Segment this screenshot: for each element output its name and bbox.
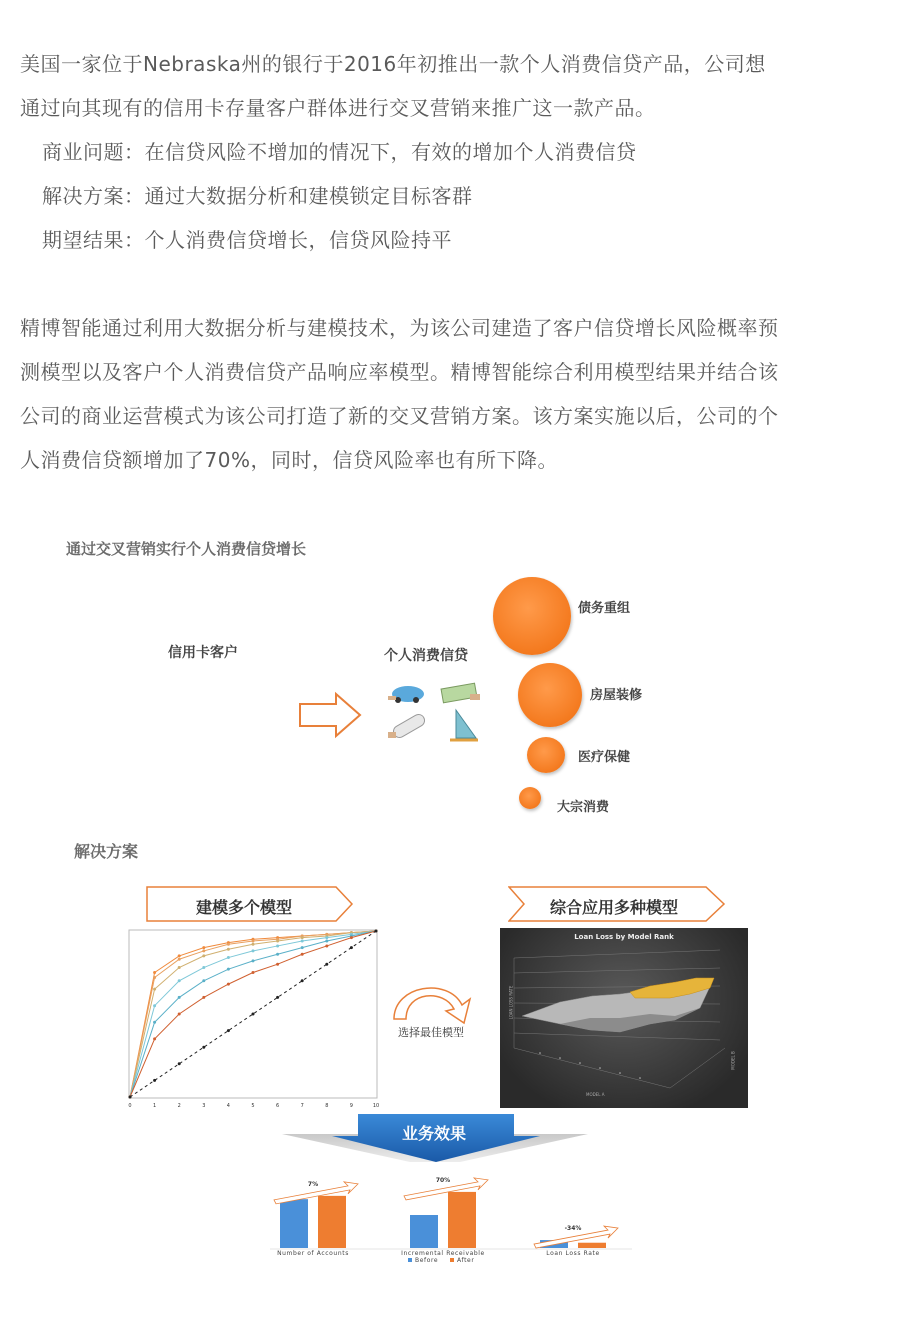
surface-chart-title: Loan Loss by Model Rank xyxy=(574,933,674,941)
model-lift-chart xyxy=(122,926,384,1112)
bubble-debt-restructuring xyxy=(493,577,571,655)
model-point xyxy=(276,944,279,947)
bar-before xyxy=(280,1199,308,1248)
bubble-label-medical: 医疗保健 xyxy=(578,750,631,765)
model-point xyxy=(276,963,279,966)
intro-paragraph xyxy=(20,42,900,262)
model-point xyxy=(350,946,353,949)
credit-card-customer-label: 信用卡客户 xyxy=(168,645,238,661)
model-point xyxy=(301,946,304,949)
figure1-title: 通过交叉营销实行个人消费信贷增长 xyxy=(66,540,307,558)
category-label: Number of Accounts xyxy=(277,1250,349,1257)
model-point xyxy=(252,971,255,974)
model-point xyxy=(227,948,230,951)
model-point xyxy=(301,953,304,956)
change-label: -34% xyxy=(564,1225,582,1233)
model-point xyxy=(178,958,181,961)
bar-after xyxy=(318,1196,346,1248)
x-tick-label: 1 xyxy=(153,1103,157,1109)
model-point xyxy=(178,1013,181,1016)
surface-x-axis-label: MODEL A xyxy=(586,1092,605,1097)
loan-loss-surface-chart xyxy=(500,928,748,1108)
x-tick-label: 4 xyxy=(226,1103,230,1109)
model-point xyxy=(202,979,205,982)
change-label: 7% xyxy=(307,1180,319,1188)
model-point xyxy=(178,1062,181,1065)
summary-paragraph xyxy=(20,306,900,482)
legend-label-after: After xyxy=(457,1257,475,1264)
legend-swatch-before xyxy=(408,1258,412,1262)
model-point xyxy=(301,939,304,942)
model-point xyxy=(276,996,279,999)
model-point xyxy=(178,954,181,957)
bubble-label-home: 房屋装修 xyxy=(590,688,643,703)
summary-line-1: 精博智能通过利用大数据分析与建模技术，为该公司建造了客户信贷增长风险概率预 xyxy=(20,316,779,340)
x-tick-label: 0 xyxy=(128,1103,132,1109)
model-point xyxy=(202,966,205,969)
summary-line-3: 公司的商业运营模式为该公司打造了新的交叉营销方案。该方案实施以后，公司的个 xyxy=(20,404,779,428)
x-tick-label: 7 xyxy=(300,1103,304,1109)
model-point xyxy=(153,971,156,974)
model-point xyxy=(325,944,328,947)
model-point xyxy=(202,946,205,949)
model-point xyxy=(153,1037,156,1040)
legend-label-before: Before xyxy=(415,1257,439,1264)
business-effect-label: 业务效果 xyxy=(402,1124,467,1143)
banner-combine-models-label: 综合应用多种模型 xyxy=(550,898,679,917)
diploma-icon xyxy=(388,712,427,739)
model-point xyxy=(227,943,230,946)
bar-after xyxy=(448,1192,476,1248)
surface-z-axis-label: MODEL B xyxy=(730,1051,736,1070)
model-point xyxy=(252,939,255,942)
bubble-label-large: 大宗消费 xyxy=(557,800,610,815)
bar-before xyxy=(410,1215,438,1248)
model-point xyxy=(350,936,353,939)
model-point xyxy=(325,939,328,942)
model-point xyxy=(202,996,205,999)
intro-business-problem: 商业问题：在信贷风险不增加的情况下，有效的增加个人消费信贷 xyxy=(42,140,637,164)
bubble-home-renovation xyxy=(518,663,582,727)
model-point xyxy=(129,1096,132,1099)
model-point xyxy=(375,930,378,933)
model-point xyxy=(178,966,181,969)
model-point xyxy=(276,939,279,942)
model-point xyxy=(252,959,255,962)
bubble-large-purchase xyxy=(519,787,541,809)
model-point xyxy=(325,936,328,939)
category-label: Loan Loss Rate xyxy=(546,1250,600,1257)
x-tick-label: 5 xyxy=(251,1103,255,1109)
x-tick-label: 2 xyxy=(177,1103,181,1109)
consumer-credit-label: 个人消费信贷 xyxy=(384,648,468,664)
bubble-label-debt: 债务重组 xyxy=(578,601,631,616)
model-point xyxy=(227,983,230,986)
change-label: 70% xyxy=(435,1176,451,1184)
banner-build-models-label: 建模多个模型 xyxy=(196,898,293,917)
model-point xyxy=(276,953,279,956)
business-effect-bar-chart xyxy=(252,1166,642,1266)
intro-line-1: 美国一家位于Nebraska州的银行于2016年初推出一款个人消费信贷产品，公司想 xyxy=(20,52,766,76)
curved-arrow-icon xyxy=(388,975,478,1025)
intro-line-2: 通过向其现有的信用卡存量客户群体进行交叉营销来推广这一款产品。 xyxy=(20,96,656,120)
model-point xyxy=(227,968,230,971)
model-point xyxy=(202,954,205,957)
model-point xyxy=(252,949,255,952)
summary-line-4: 人消费信贷额增加了70%，同时，信贷风险率也有所下降。 xyxy=(20,448,558,472)
category-label: Incremental Receivable xyxy=(401,1250,485,1257)
model-point xyxy=(202,949,205,952)
figure2-title: 解决方案 xyxy=(74,842,139,861)
product-icons-group xyxy=(386,680,486,746)
summary-line-2: 测模型以及客户个人消费信贷产品响应率模型。精博智能综合利用模型结果并结合该 xyxy=(20,360,779,384)
bubble-medical xyxy=(527,737,565,773)
model-point xyxy=(227,1029,230,1032)
x-tick-label: 10 xyxy=(372,1103,380,1109)
surface-plot xyxy=(500,928,748,1108)
model-point xyxy=(178,979,181,982)
right-arrow-icon xyxy=(296,690,366,740)
intro-expected-result: 期望结果：个人消费信贷增长，信贷风险持平 xyxy=(42,228,452,252)
model-point xyxy=(153,988,156,991)
model-point xyxy=(202,1046,205,1049)
model-point xyxy=(153,1079,156,1082)
select-best-model-label: 选择最佳模型 xyxy=(398,1026,464,1039)
model-point xyxy=(252,1013,255,1016)
sailboat-icon xyxy=(450,710,478,740)
legend-swatch-after xyxy=(450,1258,454,1262)
intro-solution: 解决方案：通过大数据分析和建模锁定目标客群 xyxy=(42,184,473,208)
money-icon xyxy=(441,683,480,703)
model-point xyxy=(227,956,230,959)
x-tick-label: 8 xyxy=(325,1103,329,1109)
model-point xyxy=(153,1021,156,1024)
model-point xyxy=(252,943,255,946)
model-point xyxy=(301,979,304,982)
bar-after xyxy=(578,1243,606,1248)
model-point xyxy=(153,976,156,979)
model-point xyxy=(301,936,304,939)
model-point xyxy=(153,1004,156,1007)
surface-y-axis-label: LOAN LOSS RATE xyxy=(508,985,514,1020)
car-key-icon xyxy=(388,686,424,703)
x-tick-label: 9 xyxy=(349,1103,353,1109)
x-tick-label: 6 xyxy=(276,1103,280,1109)
model-point xyxy=(325,963,328,966)
model-point xyxy=(178,996,181,999)
x-tick-label: 3 xyxy=(202,1103,206,1109)
